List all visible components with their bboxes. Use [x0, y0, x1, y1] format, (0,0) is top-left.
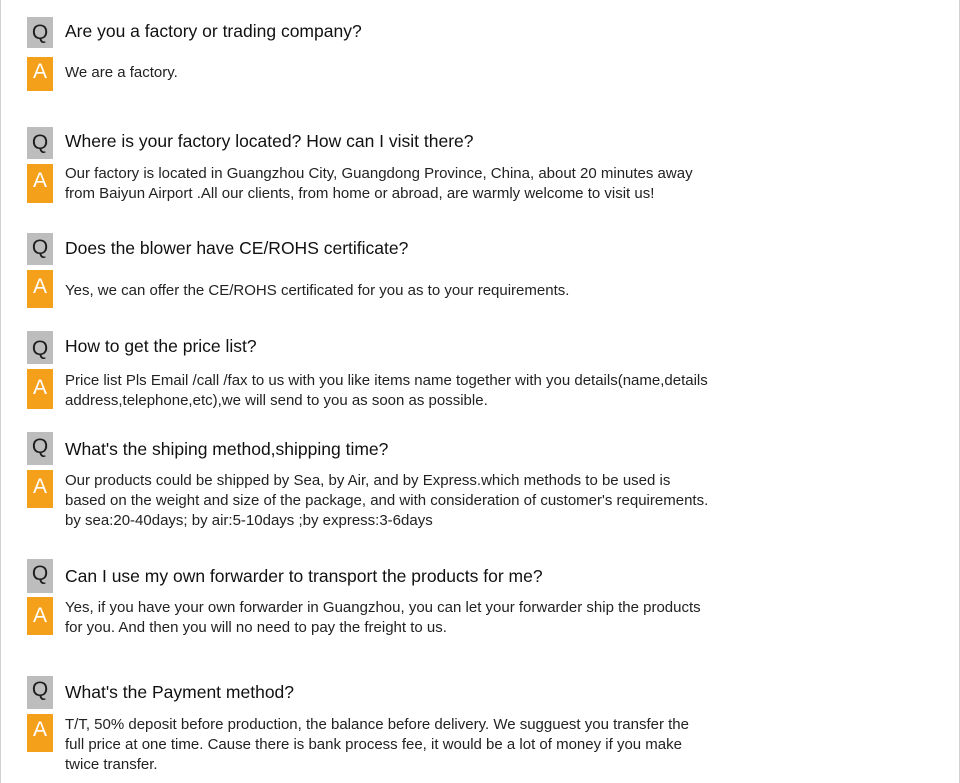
- answer-line: Yes, if you have your own forwarder in Guangzhou, you can let your forwarder ship the products: [65, 599, 701, 616]
- answer-line: twice transfer.: [65, 756, 158, 773]
- answer-text: [65, 715, 765, 775]
- answer-line: T/T, 50% deposit before production, the balance before delivery. We sugguest you transfer the: [65, 716, 689, 733]
- answer-line: full price at one time. Cause there is bank process fee, it would be a lot of money if you make: [65, 736, 682, 753]
- answer-badge: A: [27, 714, 53, 752]
- answer-line: Yes, we can offer the CE/ROHS certificated for you as to your requirements.: [65, 282, 570, 299]
- question-text: What's the shiping method,shipping time?: [65, 439, 389, 459]
- question-text: Does the blower have CE/ROHS certificate?: [65, 238, 409, 258]
- question-text: Are you a factory or trading company?: [65, 21, 362, 41]
- question-badge: Q: [27, 233, 53, 265]
- answer-badge: A: [27, 270, 53, 308]
- answer-text: [65, 598, 765, 638]
- answer-line: from Baiyun Airport .All our clients, from home or abroad, are warmly welcome to visit us!: [65, 185, 655, 202]
- answer-text: [65, 63, 765, 83]
- answer-line: based on the weight and size of the package, and with consideration of customer's requirements.: [65, 492, 709, 509]
- answer-line: Price list Pls Email /call /fax to us with you like items name together with you details(name,details: [65, 372, 708, 389]
- answer-line: Our factory is located in Guangzhou City, Guangdong Province, China, about 20 minutes away: [65, 165, 693, 182]
- answer-text: [65, 471, 765, 531]
- answer-line: Our products could be shipped by Sea, by Air, and by Express.which methods to be used is: [65, 472, 671, 489]
- answer-text: [65, 371, 765, 411]
- question-text: Where is your factory located? How can I visit there?: [65, 131, 474, 151]
- answer-line: address,telephone,etc),we will send to you as soon as possible.: [65, 392, 488, 409]
- question-badge: Q: [27, 676, 53, 709]
- question-text: Can I use my own forwarder to transport the products for me?: [65, 566, 543, 586]
- answer-badge: A: [27, 470, 53, 508]
- question-badge: Q: [27, 432, 53, 465]
- question-badge: Q: [27, 331, 53, 364]
- question-text: How to get the price list?: [65, 336, 257, 356]
- answer-badge: A: [27, 597, 53, 635]
- answer-text: [65, 164, 765, 204]
- question-badge: Q: [27, 17, 53, 48]
- answer-badge: A: [27, 369, 53, 409]
- answer-badge: A: [27, 57, 53, 91]
- answer-line: We are a factory.: [65, 64, 178, 81]
- question-text: What's the Payment method?: [65, 682, 295, 702]
- answer-text: [65, 281, 765, 301]
- answer-line: for you. And then you will no need to pay the freight to us.: [65, 619, 447, 636]
- answer-line: by sea:20-40days; by air:5-10days ;by express:3-6days: [65, 512, 433, 529]
- question-badge: Q: [27, 127, 53, 159]
- answer-badge: A: [27, 164, 53, 203]
- question-badge: Q: [27, 559, 53, 593]
